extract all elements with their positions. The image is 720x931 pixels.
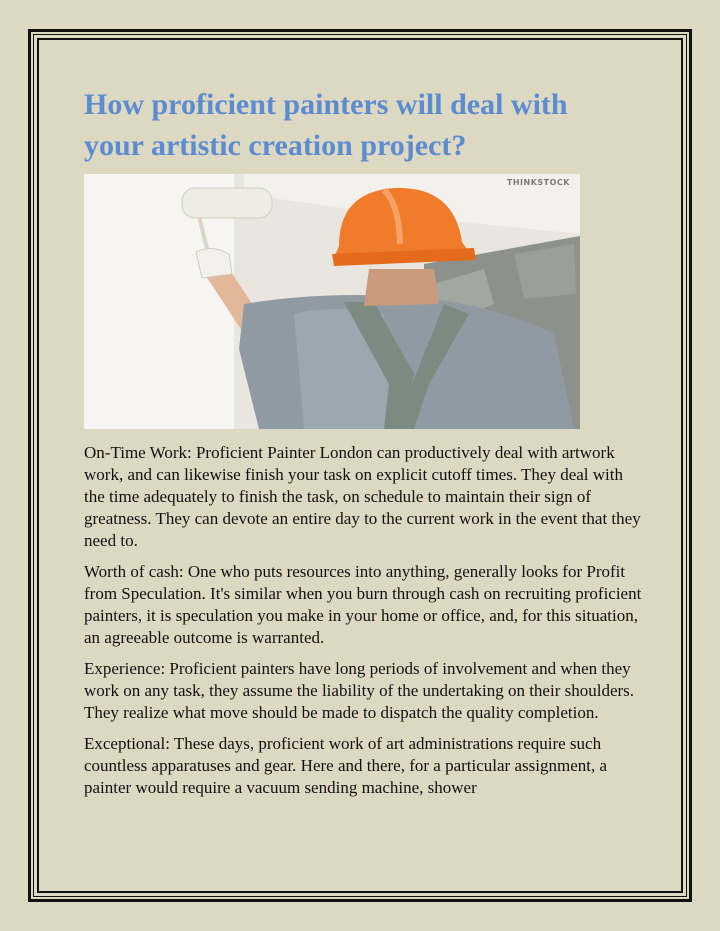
paragraph-experience: Experience: Proficient painters have long periods of involvement and when they work on any task, they assume the liability of the undertaking on their shoulders. They realize what move should be made to dispatch the quality completion.	[84, 659, 635, 722]
title-line-2: your artistic creation project?	[84, 129, 467, 162]
page-title	[84, 84, 644, 166]
paragraph-on-time-work: On-Time Work: Proficient Painter London can productively deal with artwork work, and can likewise finish your task on explicit cutoff times. They deal with the time adequately to finish the task, on schedule to maintain their sign of greatness. They can devote an entire day to the current work in the event that they need to.	[84, 443, 641, 550]
title-line-1: How proficient painters will deal with	[84, 88, 568, 121]
painter-photo	[84, 174, 580, 429]
article-body	[84, 442, 644, 808]
paragraph-worth-of-cash: Worth of cash: One who puts resources into anything, generally looks for Profit from Speculation. It's similar when you burn through cash on recruiting proficient painters, it is speculation you make in your home or office, and, for this situation, an agreeable outcome is warranted.	[84, 562, 642, 647]
image-watermark: THINKSTOCK	[506, 178, 570, 187]
painter-illustration	[84, 174, 580, 429]
paragraph-exceptional: Exceptional: These days, proficient work of art administrations require such countless apparatuses and gear. Here and there, for a particular assignment, a painter would require a vacuum sending machine, shower	[84, 734, 608, 797]
